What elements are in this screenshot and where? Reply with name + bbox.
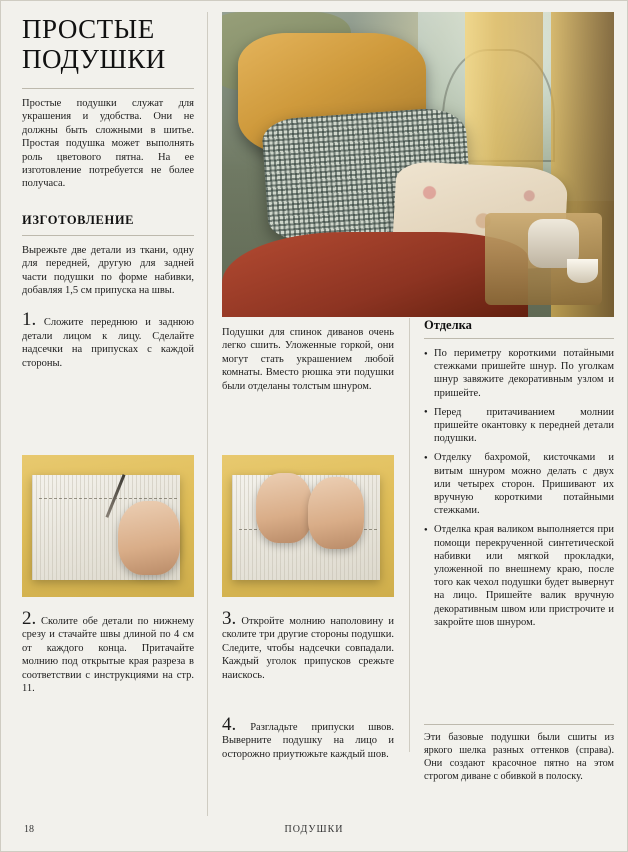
step-1-number: 1. — [22, 309, 37, 331]
step-2-text: Сколите обе детали по нижнему срезу и стачайте швы длиной по 4 см от каждого конца. Притачайте молнию под открытые края разреза в соответствии с инструкциями на стр. 11. — [22, 616, 194, 695]
page-title-line-2: ПОДУШКИ — [22, 44, 166, 74]
finishing-bullet-list — [424, 347, 614, 629]
section-intro: Вырежьте две детали из ткани, одну для передней, другую для задней части подушки по форме набивки, добавляя 1,5 см припуска на швы. — [22, 244, 194, 297]
step-4-caption — [222, 714, 394, 761]
middle-note — [222, 326, 394, 393]
step-3-caption — [222, 608, 394, 682]
section-heading: ИЗГОТОВЛЕНИЕ — [22, 212, 135, 227]
bottom-note-text: Эти базовые подушки были сшиты из яркого шелка разных оттенков (справа). Они создают красочное пятно на этом строгом диване с обивкой в полоску. — [424, 732, 614, 782]
list-item: ● Отделку бахромой, кисточками и витым шнуром можно делать с двух или четырех сторон. Пришивают их вручную короткими потайными стежками. — [424, 451, 614, 517]
page-number: 18 — [24, 824, 34, 835]
middle-note-text: Подушки для спинок диванов очень легко сшить. Уложенные горкой, они могут стать украшением любой комнаты. Вместо рюшка эти подушки были отделаны толстым шнуром. — [222, 327, 394, 392]
step-1-photo-seam — [39, 498, 177, 499]
list-item: ● Отделка края валиком выполняется при помощи перекрученной синтетической набивки или мягкой прокладки, уложенной по внешнему краю, после того как чехол подушки будет вывернут на лицо. Пришейте валик вручную декоративным швом или пристрочите и закройте шов шнуром. — [424, 523, 614, 629]
running-title: ПОДУШКИ — [284, 824, 344, 835]
step-1-photo — [22, 455, 194, 597]
step-3-photo-hand-right — [308, 477, 364, 549]
finishing-rule — [424, 338, 614, 339]
list-item: ● По периметру короткими потайными стежками пришейте шнур. По уголкам шнур завяжите декоративным узлом и пришейте. — [424, 347, 614, 400]
list-item: ● Перед притачиванием молнии пришейте окантовку к передней детали подушки. — [424, 406, 614, 446]
page-footer — [0, 824, 628, 838]
step-4-text: Разгладьте припуски швов. Выверните подушку на лицо и осторожно приутюжьте каждый шов. — [222, 722, 394, 760]
step-3-photo — [222, 455, 394, 597]
title-rule — [22, 88, 194, 89]
bottom-note — [424, 724, 614, 783]
column-divider-left — [207, 12, 208, 816]
page-title — [22, 14, 194, 74]
right-column — [424, 318, 614, 635]
hero-photo-cup — [567, 259, 598, 283]
step-1-text: Сложите переднюю и заднюю детали лицом к лицу. Сделайте надсечки на припусках с каждой стороны. — [22, 317, 194, 369]
column-divider-right — [409, 318, 410, 752]
hero-photo — [222, 12, 614, 317]
step-2-number: 2. — [22, 608, 37, 629]
step-3-photo-hand-left — [256, 473, 312, 543]
step-2-caption — [22, 608, 194, 695]
hero-photo-throw — [222, 232, 528, 317]
finishing-heading: Отделка — [424, 318, 472, 332]
step-1 — [22, 309, 194, 370]
page-title-line-1: ПРОСТЫЕ — [22, 14, 155, 44]
step-1-photo-hand — [118, 501, 180, 575]
step-3-text: Откройте молнию наполовину и сколите три другие стороны подушки. Следите, чтобы надсечки совпадали. Каждый уголок припусков срежьте наискось. — [222, 616, 394, 681]
step-4-number: 4. — [222, 714, 237, 735]
step-3-number: 3. — [222, 608, 237, 629]
section-rule — [22, 235, 194, 236]
left-column — [22, 14, 194, 370]
intro-paragraph: Простые подушки служат для украшения и удобства. Они не должны быть сложными в шитье. Простая подушка может выполнять роль цветового пятна. На ее изготовление потребуется не более получаса. — [22, 98, 194, 190]
